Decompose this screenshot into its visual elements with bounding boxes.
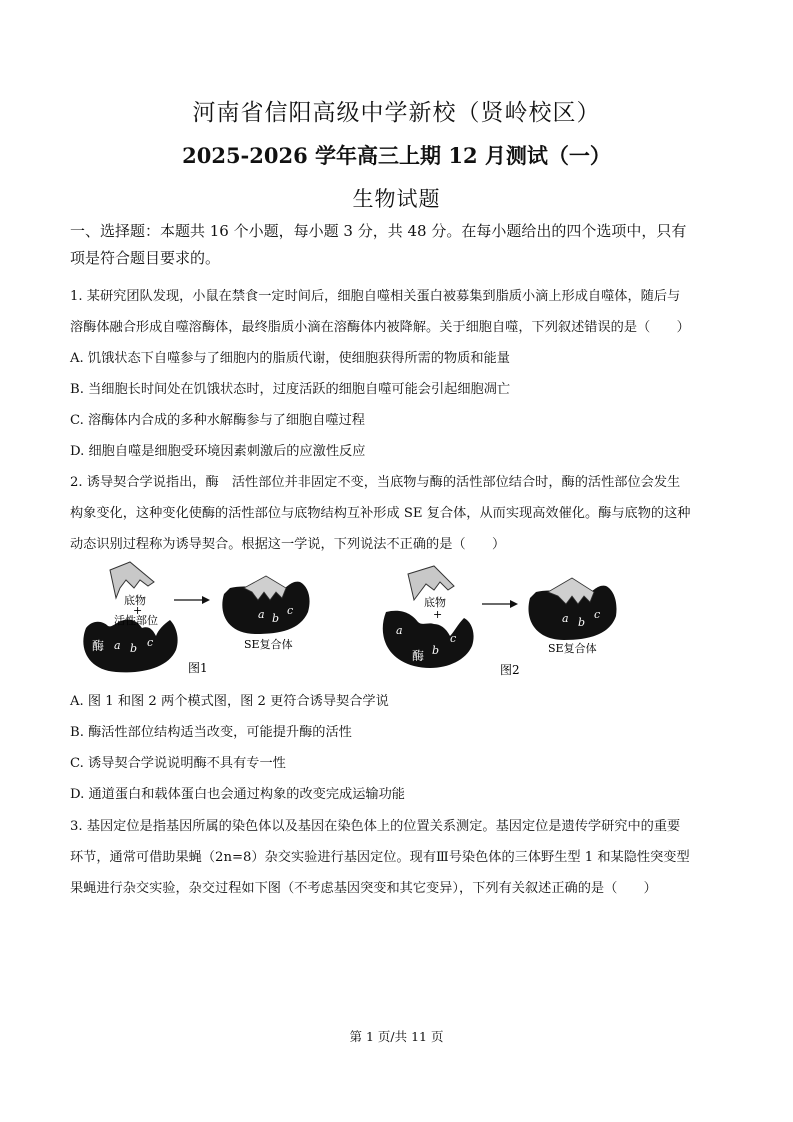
exam-title: 2025-2026 学年高三上期 12 月测试（一） — [182, 143, 611, 168]
substrate-shape — [110, 562, 154, 598]
site-b-label: b — [432, 644, 440, 657]
q2-option-d: D. 通道蛋白和载体蛋白也会通过构象的改变完成运输功能 — [70, 787, 405, 802]
q2-option-a: A. 图 1 和图 2 两个模式图，图 2 更符合诱导契合学说 — [70, 694, 389, 709]
q1-stem-line2: 溶酶体融合形成自噬溶酶体，最终脂质小滴在溶酶体内被降解。关于细胞自噬，下列叙述错误的是（ ） — [70, 320, 690, 335]
q1-option-a: A. 饥饿状态下自噬参与了细胞内的脂质代谢，使细胞获得所需的物质和能量 — [70, 351, 510, 366]
enzyme-label: 酶 — [412, 649, 425, 663]
q2-stem-line2: 构象变化，这种变化使酶的活性部位与底物结构互补形成 SE 复合体，从而实现高效催化。酶与底物的这种 — [70, 506, 691, 521]
q2-option-c: C. 诱导契合学说说明酶不具有专一性 — [70, 756, 286, 771]
right-arrow-icon — [482, 600, 518, 608]
substrate-label: 底物 — [424, 596, 446, 609]
figure-2-caption: 图2 — [500, 663, 520, 677]
subject-title: 生物试题 — [352, 187, 441, 211]
plus-label: + — [133, 604, 143, 617]
section-heading-line1: 一、选择题：本题共 16 个小题，每小题 3 分，共 48 分。在每小题给出的四个选项中，只有 — [70, 222, 687, 240]
q1-stem-line1: 1. 某研究团队发现，小鼠在禁食一定时间后，细胞自噬相关蛋白被募集到脂质小滴上形成自噬体，随后与 — [70, 289, 681, 304]
q3-stem-line3: 果蝇进行杂交实验，杂交过程如下图（不考虑基因突变和其它变异），下列有关叙述正确的是（ ） — [70, 881, 657, 896]
site-c-label: c — [450, 632, 457, 645]
school-title: 河南省信阳高级中学新校（贤岭校区） — [192, 100, 601, 126]
plus-label: + — [433, 608, 443, 621]
q2-stem-line3: 动态识别过程称为诱导契合。根据这一学说，下列说法不正确的是（ ） — [70, 537, 506, 552]
complex-label: SE复合体 — [244, 638, 293, 651]
q2-stem-line1: 2. 诱导契合学说指出，酶 活性部位并非固定不变，当底物与酶的活性部位结合时，酶的活性部位会发生 — [70, 475, 681, 490]
section-heading-line2: 项是符合题目要求的。 — [70, 249, 221, 267]
q3-stem-line2: 环节，通常可借助果蝇（2n=8）杂交实验进行基因定位。现有Ⅲ号染色体的三体野生型 1 和某隐性突变型 — [70, 850, 690, 865]
q1-option-c: C. 溶酶体内合成的多种水解酶参与了细胞自噬过程 — [70, 413, 365, 428]
page-footer: 第 1 页/共 11 页 — [349, 1029, 444, 1044]
complex-site-b: b — [578, 616, 586, 629]
site-c-label: c — [147, 636, 154, 649]
right-arrow-icon — [174, 596, 210, 604]
complex-label: SE复合体 — [548, 642, 597, 655]
enzyme-shape — [383, 611, 474, 668]
figure-1-caption: 图1 — [188, 661, 208, 675]
site-a-label: a — [114, 639, 121, 652]
site-b-label: b — [130, 642, 138, 655]
q1-option-b: B. 当细胞长时间处在饥饿状态时，过度活跃的细胞自噬可能会引起细胞凋亡 — [70, 382, 511, 397]
substrate-label: 底物 — [124, 594, 146, 607]
enzyme-figure-1 — [72, 558, 362, 682]
complex-site-a: a — [562, 612, 569, 625]
site-a-label: a — [396, 624, 403, 637]
q3-stem-line1: 3. 基因定位是指基因所属的染色体以及基因在染色体上的位置关系测定。基因定位是遗传学研究中的重要 — [70, 819, 681, 834]
complex-site-a: a — [258, 608, 265, 621]
q1-option-d: D. 细胞自噬是细胞受环境因素刺激后的应激性反应 — [70, 444, 366, 459]
active-site-label: 活性部位 — [114, 614, 158, 627]
complex-site-c: c — [594, 608, 601, 621]
enzyme-figure-2 — [378, 562, 678, 686]
complex-site-c: c — [287, 604, 294, 617]
substrate-shape — [408, 566, 454, 600]
complex-site-b: b — [272, 612, 280, 625]
enzyme-label: 酶 — [92, 639, 105, 653]
q2-option-b: B. 酶活性部位结构适当改变，可能提升酶的活性 — [70, 725, 352, 740]
